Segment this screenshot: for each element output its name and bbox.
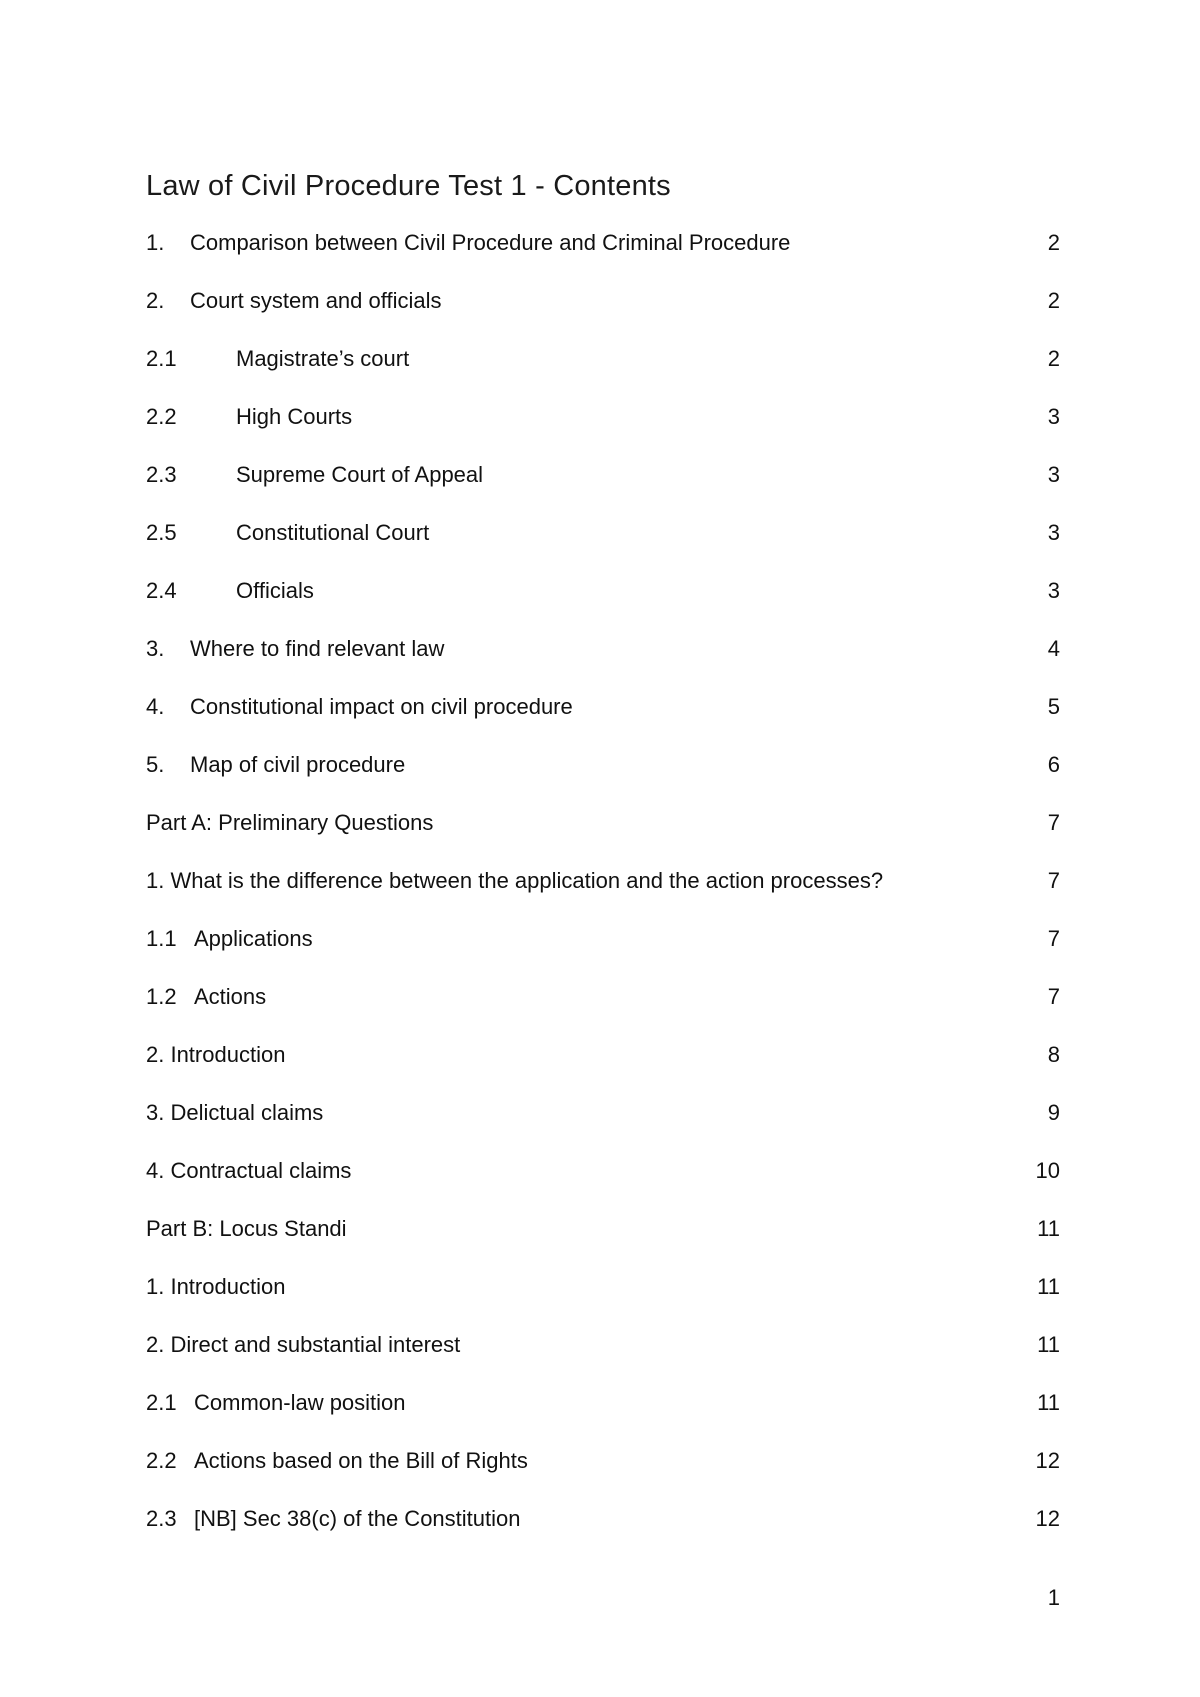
toc-entry-page: 10	[1035, 1158, 1060, 1183]
toc-entry-number: 2.3	[146, 1506, 177, 1531]
toc-entry[interactable]	[146, 690, 1060, 748]
toc-entry-page: 3	[1047, 578, 1060, 603]
toc-entry-text: 4. Contractual claims	[146, 1158, 352, 1183]
toc-entry-number: 5.	[146, 752, 165, 777]
toc-entry-page: 7	[1047, 984, 1060, 1009]
toc-entry-page: 12	[1035, 1506, 1060, 1531]
toc-entry[interactable]	[146, 1502, 1060, 1560]
toc-entry[interactable]	[146, 1096, 1060, 1154]
toc-entry-page: 11	[1037, 1216, 1060, 1241]
toc-entry-page: 4	[1047, 636, 1060, 661]
toc-entry-page: 7	[1047, 926, 1060, 951]
toc-entry-page: 11	[1037, 1390, 1060, 1415]
toc-entry-text: 1. What is the difference between the application and the action processes?	[146, 868, 884, 893]
toc-entry[interactable]	[146, 922, 1060, 980]
toc-entry-page: 11	[1037, 1274, 1060, 1299]
toc-entry-text: Map of civil procedure	[190, 752, 406, 777]
toc-entry[interactable]	[146, 980, 1060, 1038]
toc-entry-page: 7	[1047, 868, 1060, 893]
toc-entry-text: 2. Direct and substantial interest	[146, 1332, 461, 1357]
toc-entry-text: Where to find relevant law	[190, 636, 445, 661]
toc-entry[interactable]	[146, 1270, 1060, 1328]
toc-entry-text: Magistrate’s court	[236, 346, 410, 371]
toc-entry-text: 3. Delictual claims	[146, 1100, 324, 1125]
toc-entry-text: Constitutional Court	[236, 520, 430, 545]
toc-entry[interactable]	[146, 574, 1060, 632]
toc-entry[interactable]	[146, 1386, 1060, 1444]
toc-entry-page: 9	[1047, 1100, 1060, 1125]
toc-entry-text: Part A: Preliminary Questions	[146, 810, 434, 835]
toc-entry[interactable]	[146, 1444, 1060, 1502]
toc-entry-text: 1. Introduction	[146, 1274, 286, 1299]
toc-entry-text: Court system and officials	[190, 288, 442, 313]
toc-entry-number: 2.3	[146, 462, 177, 487]
toc-entry[interactable]	[146, 516, 1060, 574]
toc-entry-page: 12	[1035, 1448, 1060, 1473]
toc-entry-text: Constitutional impact on civil procedure	[190, 694, 573, 719]
toc-entry[interactable]	[146, 226, 1060, 284]
toc-entry-text: Comparison between Civil Procedure and Criminal Procedure	[190, 230, 791, 255]
toc-entry[interactable]	[146, 864, 1060, 922]
toc-entry-text: 2. Introduction	[146, 1042, 286, 1067]
toc-entry-text: [NB] Sec 38(c) of the Constitution	[194, 1506, 521, 1531]
toc-entry-number: 2.2	[146, 1448, 177, 1473]
toc-entry-number: 1.1	[146, 926, 177, 951]
toc-entry[interactable]	[146, 342, 1060, 400]
toc-entry-page: 2	[1047, 346, 1060, 371]
toc-entry[interactable]	[146, 1212, 1060, 1270]
toc-entry-text: High Courts	[236, 404, 353, 429]
toc-entry-page: 11	[1037, 1332, 1060, 1357]
toc-entry-number: 2.2	[146, 404, 177, 429]
page-title: Law of Civil Procedure Test 1 - Contents	[146, 170, 671, 202]
toc-entry[interactable]	[146, 284, 1060, 342]
toc-entry-number: 2.1	[146, 346, 177, 371]
toc-entry[interactable]	[146, 1328, 1060, 1386]
toc-entry-number: 2.	[146, 288, 165, 313]
toc-entry-page: 5	[1047, 694, 1060, 719]
toc-entry-number: 3.	[146, 636, 165, 661]
toc-entry-number: 1.2	[146, 984, 177, 1009]
toc-entry-text: Officials	[236, 578, 314, 603]
toc-entry-number: 2.1	[146, 1390, 177, 1415]
toc-entry[interactable]	[146, 1038, 1060, 1096]
toc-entry-text: Applications	[194, 926, 313, 951]
toc-entry[interactable]	[146, 632, 1060, 690]
toc-entry-page: 3	[1047, 404, 1060, 429]
toc-entry-page: 7	[1047, 810, 1060, 835]
toc-entry[interactable]	[146, 806, 1060, 864]
toc-entry-text: Supreme Court of Appeal	[236, 462, 484, 487]
toc-entry-text: Common-law position	[194, 1390, 406, 1415]
toc-entry-page: 2	[1047, 230, 1060, 255]
toc-entry-number: 1.	[146, 230, 165, 255]
toc-entry-number: 2.5	[146, 520, 177, 545]
toc-entry-page: 2	[1047, 288, 1060, 313]
toc-entry-text: Actions	[194, 984, 267, 1009]
toc-entry-text: Part B: Locus Standi	[146, 1216, 347, 1241]
toc-entry-page: 6	[1047, 752, 1060, 777]
toc-entry[interactable]	[146, 458, 1060, 516]
toc-entry-page: 8	[1047, 1042, 1060, 1067]
toc-entry[interactable]	[146, 1154, 1060, 1212]
toc-entry-page: 3	[1047, 520, 1060, 545]
page-number: 1	[1047, 1585, 1060, 1610]
toc-entry-number: 2.4	[146, 578, 177, 603]
toc-entry-number: 4.	[146, 694, 165, 719]
table-of-contents	[146, 226, 1060, 1560]
toc-entry-page: 3	[1047, 462, 1060, 487]
toc-entry[interactable]	[146, 400, 1060, 458]
toc-entry-text: Actions based on the Bill of Rights	[194, 1448, 528, 1473]
toc-entry[interactable]	[146, 748, 1060, 806]
